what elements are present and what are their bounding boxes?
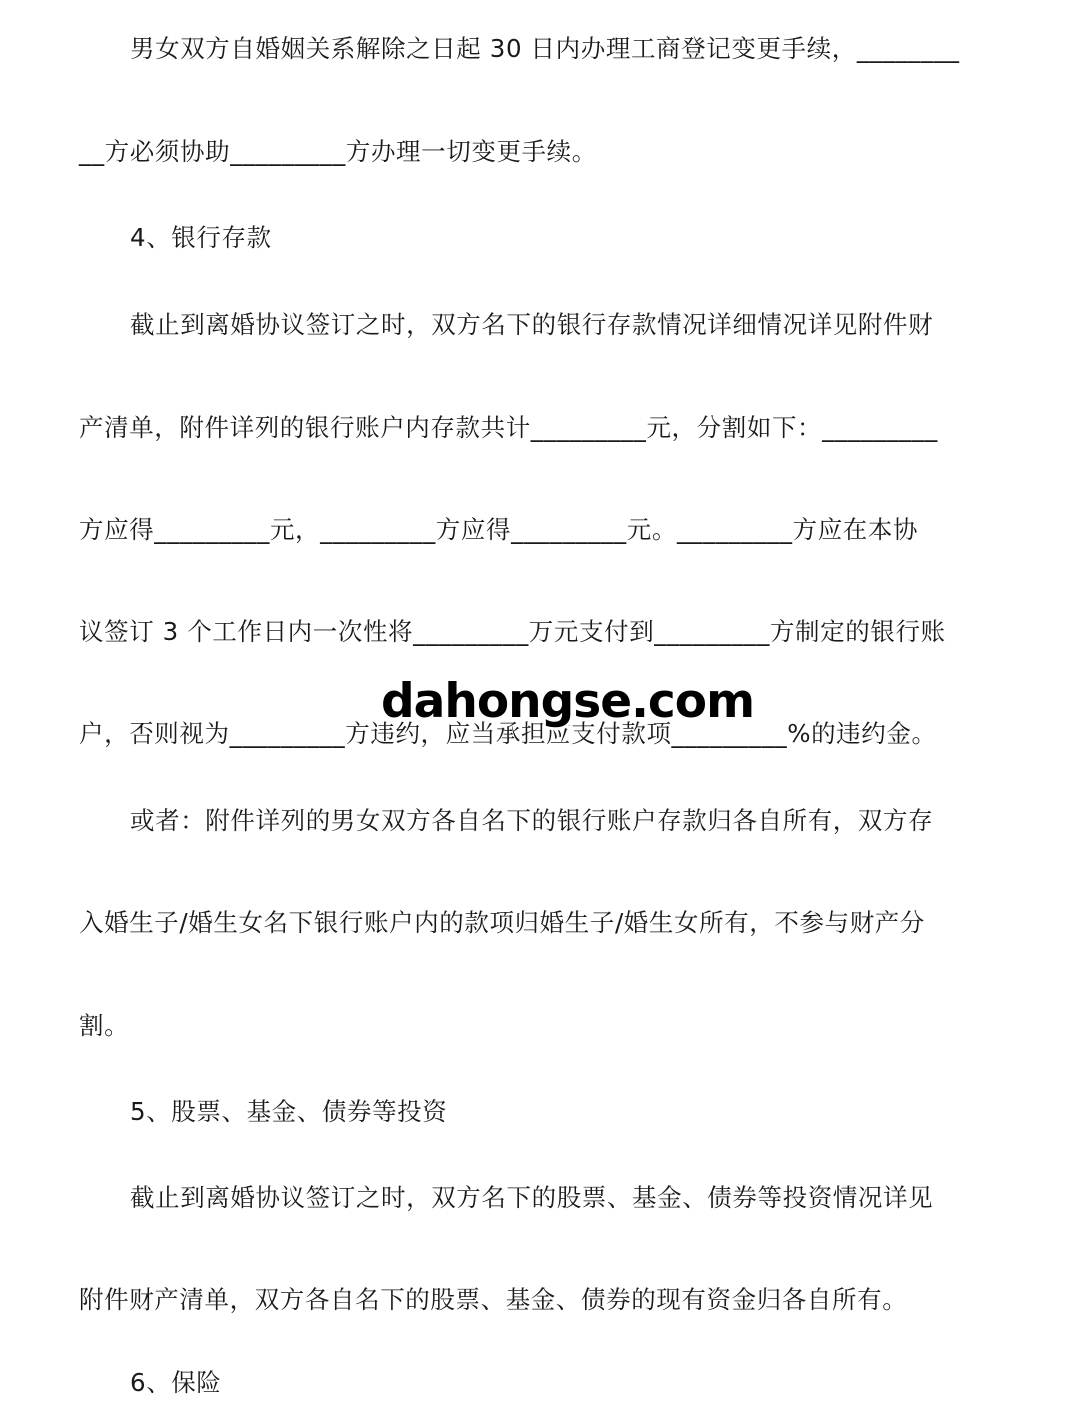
paragraph-line: __方必须协助_________方办理一切变更手续。: [79, 137, 597, 166]
paragraph-line: 截止到离婚协议签订之时，双方名下的银行存款情况详细情况详见附件财: [130, 310, 934, 339]
paragraph-line: 户，否则视为_________方违约，应当承担应支付款项_________%的违约金。: [79, 719, 937, 748]
section-heading: 5、股票、基金、债券等投资: [130, 1097, 448, 1126]
paragraph-line: 产清单，附件详列的银行账户内存款共计_________元，分割如下：_________: [79, 413, 938, 442]
section-heading: 6、保险: [130, 1368, 222, 1397]
paragraph-line: 截止到离婚协议签订之时，双方名下的股票、基金、债券等投资情况详见: [130, 1183, 934, 1212]
section-heading: 4、银行存款: [130, 223, 272, 252]
paragraph-line: 或者：附件详列的男女双方各自名下的银行账户存款归各自所有，双方存: [130, 806, 934, 835]
paragraph-line: 男女双方自婚姻关系解除之日起 30 日内办理工商登记变更手续，________: [130, 34, 960, 63]
paragraph-line: 入婚生子/婚生女名下银行账户内的款项归婚生子/婚生女所有，不参与财产分: [79, 908, 926, 937]
paragraph-line: 方应得_________元，_________方应得_________元。_________方应在本协: [79, 515, 919, 544]
paragraph-line: 附件财产清单，双方各自名下的股票、基金、债券的现有资金归各自所有。: [79, 1285, 908, 1314]
watermark-text: dahongse.com: [381, 674, 755, 729]
paragraph-line: 议签订 3 个工作日内一次性将_________万元支付到_________方制定的银行账: [79, 617, 946, 646]
paragraph-line: 割。: [79, 1011, 130, 1040]
